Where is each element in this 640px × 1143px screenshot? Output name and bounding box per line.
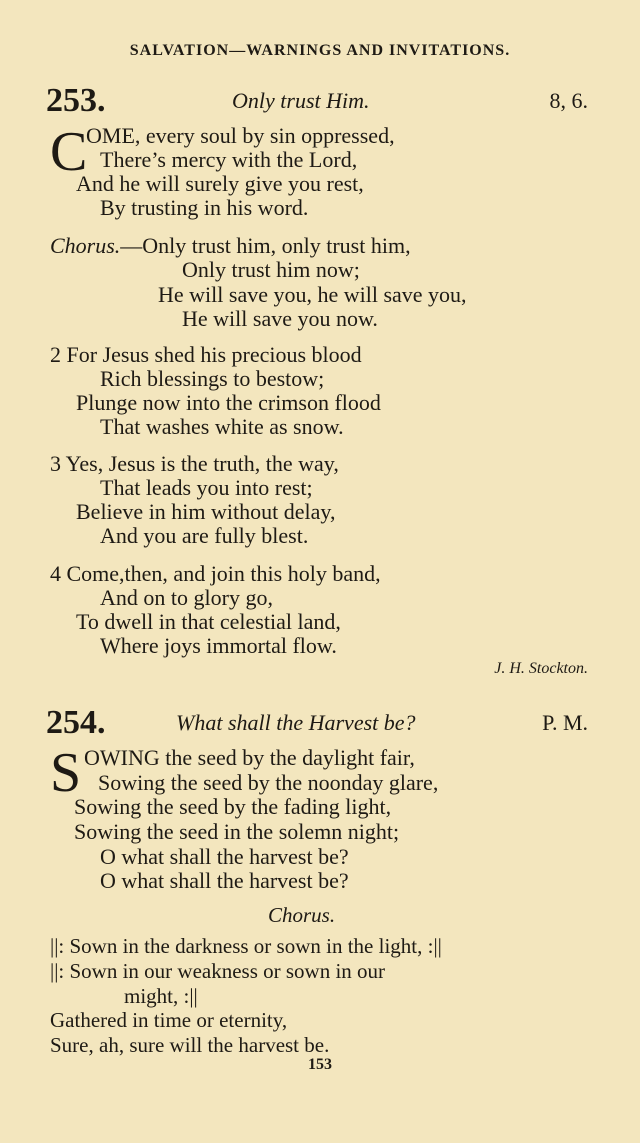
verse-line: OME, every soul by sin oppressed, bbox=[86, 123, 395, 148]
hymn-title: Only trust Him. bbox=[232, 88, 370, 113]
verse-line: Believe in him without delay, bbox=[76, 499, 336, 524]
chorus-line: Chorus.—Only trust him, only trust him, bbox=[50, 233, 411, 258]
verse-line: Sowing the seed in the solemn night; bbox=[74, 819, 400, 844]
verse-line: By trusting in his word. bbox=[100, 195, 309, 220]
hymn-meter: P. M. bbox=[542, 710, 588, 735]
chorus-label: Chorus. bbox=[50, 233, 121, 258]
verse-line: O what shall the harvest be? bbox=[100, 844, 349, 869]
author-credit: J. H. Stockton. bbox=[494, 660, 588, 677]
verse-line: Sowing the seed by the fading light, bbox=[74, 794, 392, 819]
verse-line: 3 Yes, Jesus is the truth, the way, bbox=[50, 451, 339, 476]
drop-cap: C bbox=[50, 121, 88, 183]
hymn-254-heading bbox=[46, 704, 596, 744]
verse-line: That leads you into rest; bbox=[100, 475, 313, 500]
verse-line: 4 Come,then, and join this holy band, bbox=[50, 561, 381, 586]
drop-cap: S bbox=[50, 742, 82, 804]
chorus-line: He will save you now. bbox=[182, 306, 378, 331]
chorus-line: Gathered in time or eternity, bbox=[50, 1008, 288, 1032]
verse-line: And you are fully blest. bbox=[100, 523, 309, 548]
chorus-line: Sure, ah, sure will the harvest be. bbox=[50, 1033, 330, 1057]
verse-line: And he will surely give you rest, bbox=[76, 171, 364, 196]
verse-line: O what shall the harvest be? bbox=[100, 868, 349, 893]
chorus-line: ||: Sown in the darkness or sown in the light, :|| bbox=[50, 934, 442, 958]
page-header: SALVATION—WARNINGS AND INVITATIONS. bbox=[129, 42, 511, 59]
hymn-number: 254. bbox=[46, 704, 106, 741]
chorus-line: He will save you, he will save you, bbox=[158, 282, 467, 307]
hymn-title: What shall the Harvest be? bbox=[176, 710, 416, 735]
verse-line: Where joys immortal flow. bbox=[100, 633, 337, 658]
verse-line: There’s mercy with the Lord, bbox=[100, 147, 358, 172]
verse-line: Plunge now into the crimson flood bbox=[76, 390, 381, 415]
verse-line: Rich blessings to bestow; bbox=[100, 366, 325, 391]
verse-line: Sowing the seed by the noonday glare, bbox=[98, 770, 439, 795]
chorus-line: might, :|| bbox=[124, 984, 198, 1008]
hymn-meter: 8, 6. bbox=[549, 88, 588, 113]
verse-line: That washes white as snow. bbox=[100, 414, 344, 439]
verse-line: 2 For Jesus shed his precious blood bbox=[50, 342, 362, 367]
page-number: 153 bbox=[308, 1056, 332, 1073]
chorus-line: Only trust him now; bbox=[182, 257, 360, 282]
hymn-253-heading bbox=[46, 82, 596, 122]
verse-line: To dwell in that celestial land, bbox=[76, 609, 341, 634]
chorus-label: Chorus. bbox=[268, 903, 336, 927]
verse-line: And on to glory go, bbox=[100, 585, 273, 610]
verse-line: OWING the seed by the daylight fair, bbox=[84, 745, 415, 770]
chorus-line: ||: Sown in our weakness or sown in our bbox=[50, 959, 386, 983]
hymn-number: 253. bbox=[46, 82, 106, 119]
